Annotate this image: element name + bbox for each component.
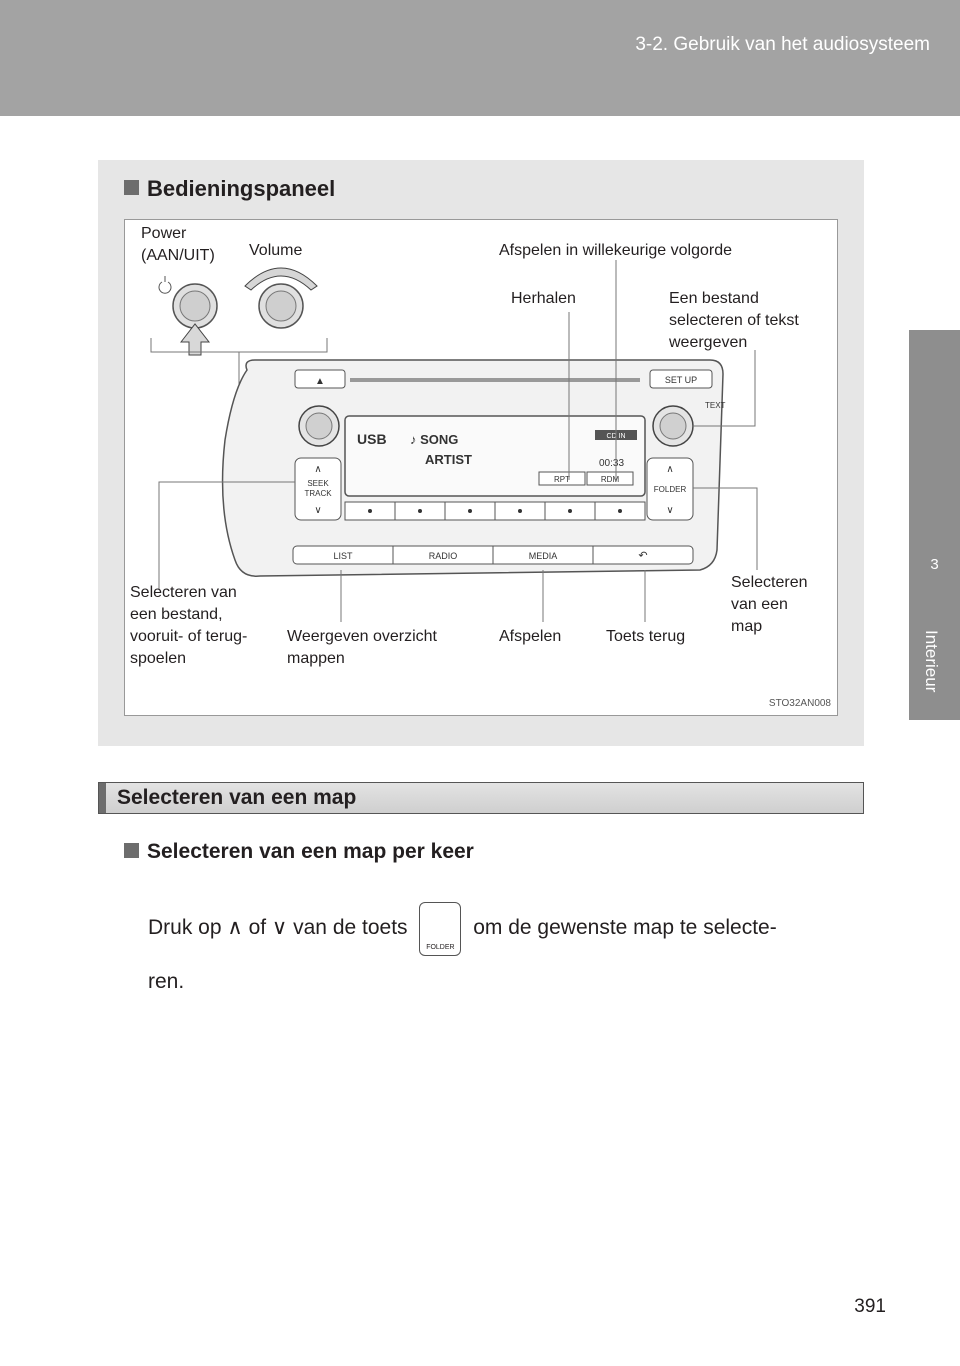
svg-text:↶: ↶ — [638, 550, 648, 562]
radio-button-label: RADIO — [428, 551, 458, 561]
seek-label: SEEK — [307, 479, 329, 488]
folder-button-icon — [419, 902, 461, 956]
page-number: 391 — [854, 1296, 886, 1317]
label-select-file-text: Een bestand selecteren of tekst weergeven — [669, 290, 799, 351]
svg-text:▲: ▲ — [315, 376, 325, 387]
square-bullet-icon — [124, 180, 139, 195]
display-cd-in: CD IN — [606, 433, 626, 440]
rdm-button-label: RDM — [600, 475, 620, 484]
svg-text:∧: ∧ — [666, 464, 674, 475]
setup-button-label: SET UP — [664, 375, 698, 385]
power-knob-icon — [159, 276, 217, 355]
track-label: TRACK — [304, 489, 332, 498]
header-title: 3-2. Gebruik van het audiosysteem — [635, 34, 930, 55]
display-song: ♪ SONG — [410, 432, 459, 447]
instruction-text — [148, 902, 868, 1008]
label-repeat: Herhalen — [511, 290, 576, 307]
chapter-label: Interieur — [922, 630, 941, 693]
control-panel-box — [98, 160, 864, 746]
folder-button-icon-label: FOLDER — [426, 944, 455, 951]
rpt-button-label: RPT — [554, 475, 570, 484]
chapter-tab — [909, 330, 960, 720]
panel-title — [124, 176, 335, 202]
label-select-folder: Selecteren van een map — [731, 574, 808, 635]
label-select-file-seek: Selecteren van een bestand, vooruit- of terug- spoelen — [130, 584, 248, 667]
figure-code: STO32AN008 — [768, 698, 831, 709]
label-play: Afspelen — [499, 628, 562, 645]
subsection-heading — [124, 840, 474, 864]
label-random: Afspelen in willekeurige volgorde — [499, 242, 733, 259]
display-time: 00:33 — [599, 458, 625, 469]
label-volume: Volume — [249, 242, 303, 259]
square-bullet-icon — [124, 843, 139, 858]
display-usb: USB — [357, 431, 387, 447]
svg-text:∨: ∨ — [314, 505, 322, 516]
instruction-part1: Druk op ∧ of ∨ van de toets — [148, 916, 408, 939]
volume-knob-icon — [245, 268, 317, 328]
display-artist: ARTIST — [425, 452, 472, 467]
audio-panel-figure — [124, 219, 838, 716]
panel-title-text: Bedieningspaneel — [147, 176, 336, 201]
label-list-folders: Weergeven overzicht mappen — [287, 628, 437, 667]
section-title: Selecteren van een map — [117, 786, 357, 809]
media-button-label: MEDIA — [528, 551, 558, 561]
text-knob-label: TEXT — [705, 401, 726, 410]
page-header — [0, 0, 960, 116]
instruction-part3: ren. — [148, 970, 185, 993]
svg-text:∧: ∧ — [314, 464, 322, 475]
section-heading — [98, 782, 864, 814]
instruction-part2: om de gewenste map te selecte- — [473, 916, 777, 939]
svg-text:∨: ∨ — [666, 505, 674, 516]
label-power: Power (AAN/UIT) — [141, 225, 215, 264]
list-button-label: LIST — [333, 551, 353, 561]
subsection-title: Selecteren van een map per keer — [147, 840, 474, 863]
chapter-number: 3 — [930, 556, 939, 573]
folder-label: FOLDER — [653, 485, 687, 494]
label-back: Toets terug — [606, 628, 686, 645]
